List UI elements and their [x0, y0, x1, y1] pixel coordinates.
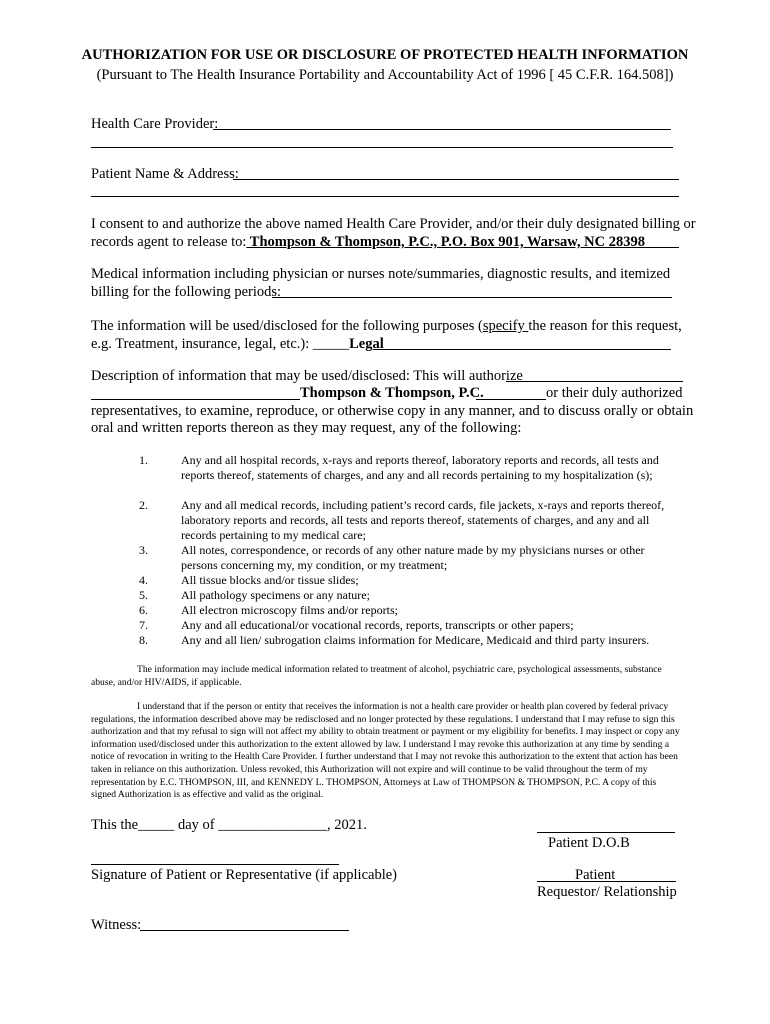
list-item: Any and all educational/or vocational records, reports, transcripts or other papers;	[181, 618, 574, 632]
signature-line[interactable]	[91, 864, 339, 865]
form-subtitle: (Pursuant to The Health Insurance Portability and Accountability Act of 1996 [ 45 C.F.R. 164.508])	[96, 67, 674, 83]
list-item: All tissue blocks and/or tissue slides;	[181, 573, 359, 587]
authorize-line[interactable]	[506, 381, 683, 382]
patient-dob-line[interactable]	[537, 832, 675, 833]
description-suffix: or their duly authorized	[546, 385, 683, 401]
authorized-firm: Thompson & Thompson, P.C.	[300, 385, 484, 401]
list-item: All pathology specimens or any nature;	[181, 588, 370, 602]
list-item: Any and all lien/ subrogation claims information for Medicare, Medicaid and third party insurers.	[181, 633, 650, 647]
list-item: Any and all hospital records, x-rays and reports thereof, laboratory reports and records, all tests and reports thereof, statements of charges, and any and all records pertaining to my hospitalization (s);	[181, 453, 659, 483]
sensitive-info-notice	[91, 664, 681, 689]
medical-line-1: Medical information including physician or nurses note/summaries, diagnostic results, and itemized	[91, 266, 671, 282]
list-item: All electron microscopy films and/or reports;	[181, 603, 398, 617]
list-item-number: 8.	[139, 633, 148, 647]
signature-label: Signature of Patient or Representative (if applicable)	[91, 867, 398, 883]
list-item-number: 2.	[139, 498, 148, 512]
list-item-number: 4.	[139, 573, 148, 587]
list-item: Any and all medical records, including patient’s record cards, file jackets, x-rays and reports thereof, laboratory reports and records, all tests and reports thereof, statements of charges, and any and all records pertaining to my medical care;	[181, 498, 665, 543]
description-line-1: Description of information that may be used/disclosed: This will authorize	[91, 368, 523, 384]
patient-relationship-value: Patient	[575, 867, 616, 883]
purpose-line[interactable]	[373, 349, 671, 350]
patient-dob-label: Patient D.O.B	[548, 835, 630, 851]
sensitive-info-text: The information may include medical information related to treatment of alcohol, psychiatric care, psychological assessments, substance abuse, and/or HIV/AIDS, if applicable.	[91, 664, 662, 688]
specify-text: specify	[482, 318, 529, 334]
firm-line-left[interactable]	[91, 399, 300, 400]
medical-line-2: billing for the following periods:	[91, 284, 282, 300]
patient-line[interactable]	[233, 179, 679, 180]
list-item-number: 3.	[139, 543, 148, 557]
firm-line-right[interactable]	[476, 399, 546, 400]
provider-line-2[interactable]	[91, 147, 673, 148]
list-item-number: 6.	[139, 603, 148, 617]
list-item-number: 1.	[139, 453, 148, 467]
redisclosure-text: I understand that if the person or entity that receives the information is not a health care provider or health plan covered by federal privacy regulations, the information described above may be redisclosed and no longer protected by these regulations. I understand that I may refuse to sign this authorization and that my refusal to sign will not affect my ability to obtain treatment or payment or my eligibility for benefits. I may inspect or copy any information used/disclosed under this authorization to the extent allowed by law. I understand I may revoke this authorization at any time by sending a notice of revocation in writing to the Health Care Provider. I further understand that I may not revoke this authorization to the extent that action has been taken in reliance on this authorization. Unless revoked, this Authorization will not expire and will continue to be valid throughout the term of my representation by E.C. THOMPSON, III, and KENNEDY L. THOMPSON, Attorneys at Law of THOMPSON & THOMPSON, P.C. A copy of this signed Authorization is as effective and valid as the original.	[91, 701, 680, 801]
form-title: AUTHORIZATION FOR USE OR DISCLOSURE OF PROTECTED HEALTH INFORMATION	[81, 47, 689, 63]
consent-line-2	[91, 234, 645, 251]
patient-label: Patient Name & Address:	[91, 166, 239, 182]
purpose-prefix: e.g. Treatment, insurance, legal, etc.): _____	[91, 336, 350, 352]
witness-line[interactable]	[140, 930, 349, 931]
consent-line-1: I consent to and authorize the above named Health Care Provider, and/or their duly designated billing or	[91, 216, 696, 232]
consent-prefix: records agent to release to:	[91, 234, 247, 250]
purpose-line-1	[91, 318, 682, 335]
witness-label: Witness:	[91, 917, 142, 933]
patient-line-2[interactable]	[91, 196, 679, 197]
purpose-line-2	[91, 336, 384, 353]
relationship-line[interactable]	[537, 881, 676, 882]
signing-date: This the_____ day of _______________, 2021.	[91, 817, 367, 833]
release-recipient: Thompson & Thompson, P.C., P.O. Box 901, Warsaw, NC 28398	[246, 234, 645, 250]
description-line-3: representatives, to examine, reproduce, or otherwise copy in any manner, and to discuss orally or obtain	[91, 403, 694, 419]
redisclosure-notice	[91, 701, 681, 802]
purpose-text-b: the reason for this request,	[528, 318, 682, 334]
list-item-number: 5.	[139, 588, 148, 602]
list-item-number: 7.	[139, 618, 148, 632]
purpose-text-a: The information will be used/disclosed for the following purposes (	[91, 318, 483, 334]
list-item: All notes, correspondence, or records of any other nature made by my physicians nurses or other persons concerning my, my condition, or my treatment;	[181, 543, 645, 573]
provider-line[interactable]	[213, 129, 671, 130]
periods-line[interactable]	[272, 297, 672, 298]
requestor-relationship-label: Requestor/ Relationship	[537, 884, 677, 900]
release-recipient-line[interactable]	[616, 247, 679, 248]
description-line-4: oral and written reports thereon as they may request, any of the following:	[91, 420, 522, 436]
provider-label: Health Care Provider:	[91, 116, 219, 132]
purpose-value: Legal	[349, 336, 384, 352]
